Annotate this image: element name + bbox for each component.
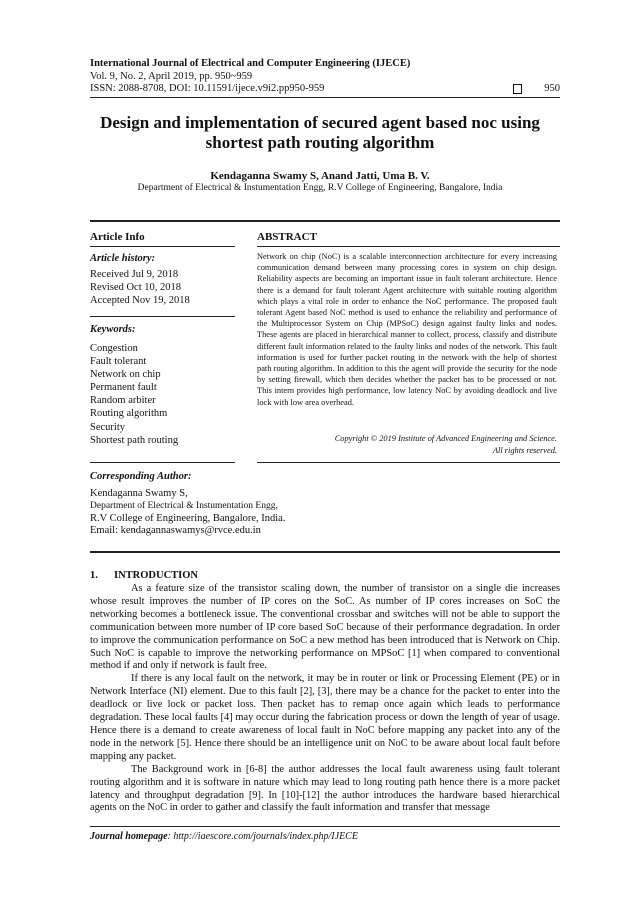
section-heading bbox=[90, 570, 198, 581]
history-item: Accepted Nov 19, 2018 bbox=[90, 295, 190, 307]
history-item: Received Jul 9, 2018 bbox=[90, 269, 179, 280]
keyword-item: Shortest path routing bbox=[90, 434, 179, 446]
section-title: INTRODUCTION bbox=[114, 570, 199, 581]
top-rule bbox=[90, 220, 560, 222]
abstract-text: Network on chip (NoC) is a scalable interconnection architecture for every increasing communication demand between many processing cores in system on chip design. Reliability aspects are becoming an important issue in fault tolerant architecture. Hence there is a demand for fault tolerant Agent architecture with suitable routing algorithm which plays a vital role in order to enhance the NoC performance. The proposed fault tolerant Agent based NoC method is used to enhance the reliability and performance of the Multiprocessor System on Chip (MPSoC) design against faulty links and nodes. These agents are placed in hierarchical manner to collect, process, classify and distribute different fault information related to the faulty links and nodes of the network. This fault information is used for further packet routing in the network with the help of shortest path routing algorithm. In addition to this the agent will provide the security for the node by setting firewall, which then decides whether the packet has to be processed or not. This intern provides high performance, low latency NoC by avoiding deadlock and live lock with low area overhead. bbox=[257, 252, 557, 407]
journal-header bbox=[90, 58, 560, 96]
copyright-line: Copyright © 2019 Institute of Advanced Engineering and Science. bbox=[334, 434, 557, 443]
square-icon bbox=[513, 84, 522, 94]
article-info-heading: Article Info bbox=[90, 231, 145, 243]
paragraph: If there is any local fault on the network, it may be in router or link or Processing Element (PE) or in Network Interface (NI) element. Due to this fault [2], [3], there may be a chance for the packet to enter into the deadlock or live lock or packet loss. Then packet has to remap once again which leads to performance degradation. These local faults [4] may occur during the fabrication process or down the length of year of usage. Hence there is a demand to create awareness of local fault in NoC before mapping any packet into any of the node in the network [5]. Hence there should be an intelligence unit on NoC to be aware about local fault before mapping any packet. bbox=[90, 673, 560, 762]
paragraph: The Background work in [6-8] the author addresses the local fault awareness using fault tolerant routing algorithm and it is software in nature which may lead to long routing path hence there is a more packet latency and throughput degradation [9]. In [10]-[12] the author introduces the hardware based hierarchical agents on the NoC in order to gather and classify the fault information and transfer that message bbox=[90, 763, 560, 814]
copyright-line: All rights reserved. bbox=[492, 445, 557, 455]
keyword-item: Routing algorithm bbox=[90, 408, 168, 420]
copyright bbox=[257, 433, 557, 456]
header-rule bbox=[90, 97, 560, 98]
keyword-item: Congestion bbox=[90, 343, 138, 354]
journal-homepage: Journal homepage: http://iaescore.com/journals/index.php/IJECE bbox=[90, 831, 358, 842]
abstract-bottom-rule bbox=[257, 462, 560, 463]
journal-volume: Vol. 9, No. 2, April 2019, pp. 950~959 bbox=[90, 70, 253, 82]
keyword-item: Network on chip bbox=[90, 369, 161, 381]
abstract-rule bbox=[257, 246, 560, 247]
journal-issn: ISSN: 2088-8708, DOI: 10.11591/ijece.v9i2.pp950-959 bbox=[90, 83, 325, 94]
paper-title: Design and implementation of secured agent based noc using shortest path routing algorithm bbox=[100, 113, 540, 152]
corresponding-line: Department of Electrical & Instumentation Engg, bbox=[90, 501, 278, 512]
keyword-item: Security bbox=[90, 421, 125, 433]
corresponding-email: Email: kendagannaswamys@rvce.edu.in bbox=[90, 524, 261, 536]
bottom-rule bbox=[90, 551, 560, 553]
keyword-item: Random arbiter bbox=[90, 395, 156, 407]
history-item: Revised Oct 10, 2018 bbox=[90, 282, 181, 294]
paper-authors: Kendaganna Swamy S, Anand Jatti, Uma B. V. bbox=[210, 170, 430, 182]
footer-rule bbox=[90, 826, 560, 827]
journal-name: International Journal of Electrical and Computer Engineering (IJECE) bbox=[90, 58, 411, 69]
corresponding-line: Kendaganna Swamy S, bbox=[90, 488, 188, 499]
paper-affiliation: Department of Electrical & Instumentation Engg, R.V College of Engineering, Bangalore, India bbox=[137, 183, 503, 193]
corresponding-line: R.V College of Engineering, Bangalore, India. bbox=[90, 512, 286, 524]
corresponding-author bbox=[90, 488, 285, 537]
homepage-label: Journal homepage bbox=[90, 831, 168, 842]
corresponding-label: Corresponding Author: bbox=[90, 471, 192, 482]
history-label: Article history: bbox=[90, 253, 156, 264]
homepage-url[interactable]: http://iaescore.com/journals/index.php/IJECE bbox=[173, 831, 358, 842]
info-rule bbox=[90, 246, 235, 247]
history-list bbox=[90, 268, 190, 307]
keywords-rule bbox=[90, 462, 235, 463]
keywords-label: Keywords: bbox=[90, 324, 136, 335]
section-number: 1. bbox=[90, 570, 98, 581]
introduction-body bbox=[90, 583, 560, 815]
page-number: 950 bbox=[544, 83, 560, 94]
paragraph: As a feature size of the transistor scaling down, the number of transistor on a single die increases whose result improves the number of IP cores on the SoC. As number of IP cores increases on SoC the networking becomes a bottleneck issue. The conventional crossbar and switches will not be able to support the communication between more number of IP core based SoC because of their performance degradation. In order to improve the communication performance on SoC a new method has been introduced that is Network on Chip. Such NoC is capable to improve the networking performance on MPSoC [1] when compared to conventional method if and only if network is fault free. bbox=[90, 583, 560, 672]
keyword-item: Fault tolerant bbox=[90, 356, 147, 368]
abstract-heading: ABSTRACT bbox=[257, 231, 317, 243]
history-rule bbox=[90, 316, 235, 317]
keyword-item: Permanent fault bbox=[90, 382, 157, 394]
keywords-list bbox=[90, 342, 178, 447]
